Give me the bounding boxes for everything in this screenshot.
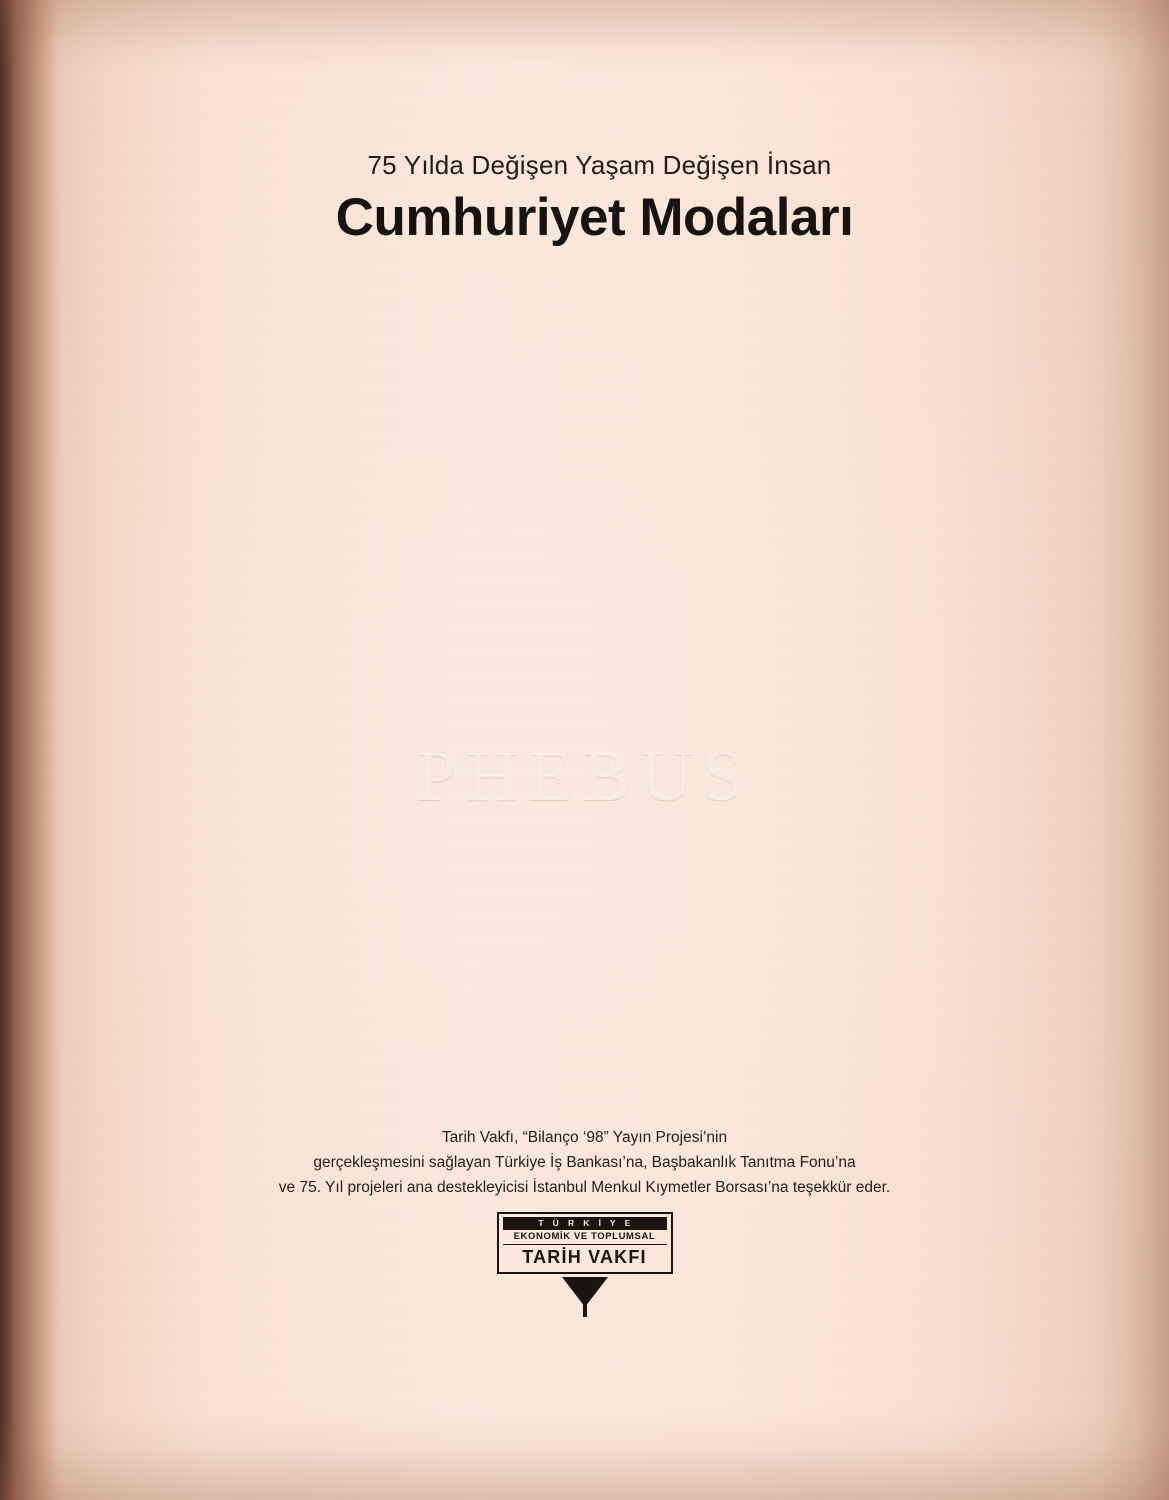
- top-edge-shadow: [0, 0, 1169, 70]
- bottom-edge-shadow: [0, 1410, 1169, 1500]
- publisher-logo-line-1: T Ü R K İ Y E: [503, 1217, 667, 1230]
- triangle-mark-icon: [562, 1277, 608, 1317]
- publisher-logo-box: [497, 1212, 673, 1274]
- publisher-logo-line-3: TARİH VAKFI: [522, 1246, 647, 1267]
- credits-block: [0, 1125, 1169, 1200]
- credits-line-1: Tarih Vakfı, “Bilanço ‘98” Yayın Projesi’nin: [441, 1129, 728, 1146]
- page-title: Cumhuriyet Modaları: [335, 188, 854, 247]
- publisher-logo: [497, 1212, 673, 1317]
- credits-line-3: ve 75. Yıl projeleri ana destekleyicisi İstanbul Menkul Kıymetler Borsası’na teşekkür eder.: [278, 1179, 891, 1197]
- credits-line-2: gerçekleşmesini sağlayan Türkiye İş Bankası’na, Başbakanlık Tanıtma Fonu’na: [313, 1154, 856, 1172]
- page-subtitle: 75 Yılda Değişen Yaşam Değişen İnsan: [367, 150, 832, 180]
- watermark-text: PHEBUS: [416, 736, 753, 816]
- title-block: [0, 150, 1169, 248]
- publisher-logo-line-2: EKONOMİK VE TOPLUMSAL: [503, 1230, 667, 1245]
- triangle-stem: [583, 1283, 587, 1317]
